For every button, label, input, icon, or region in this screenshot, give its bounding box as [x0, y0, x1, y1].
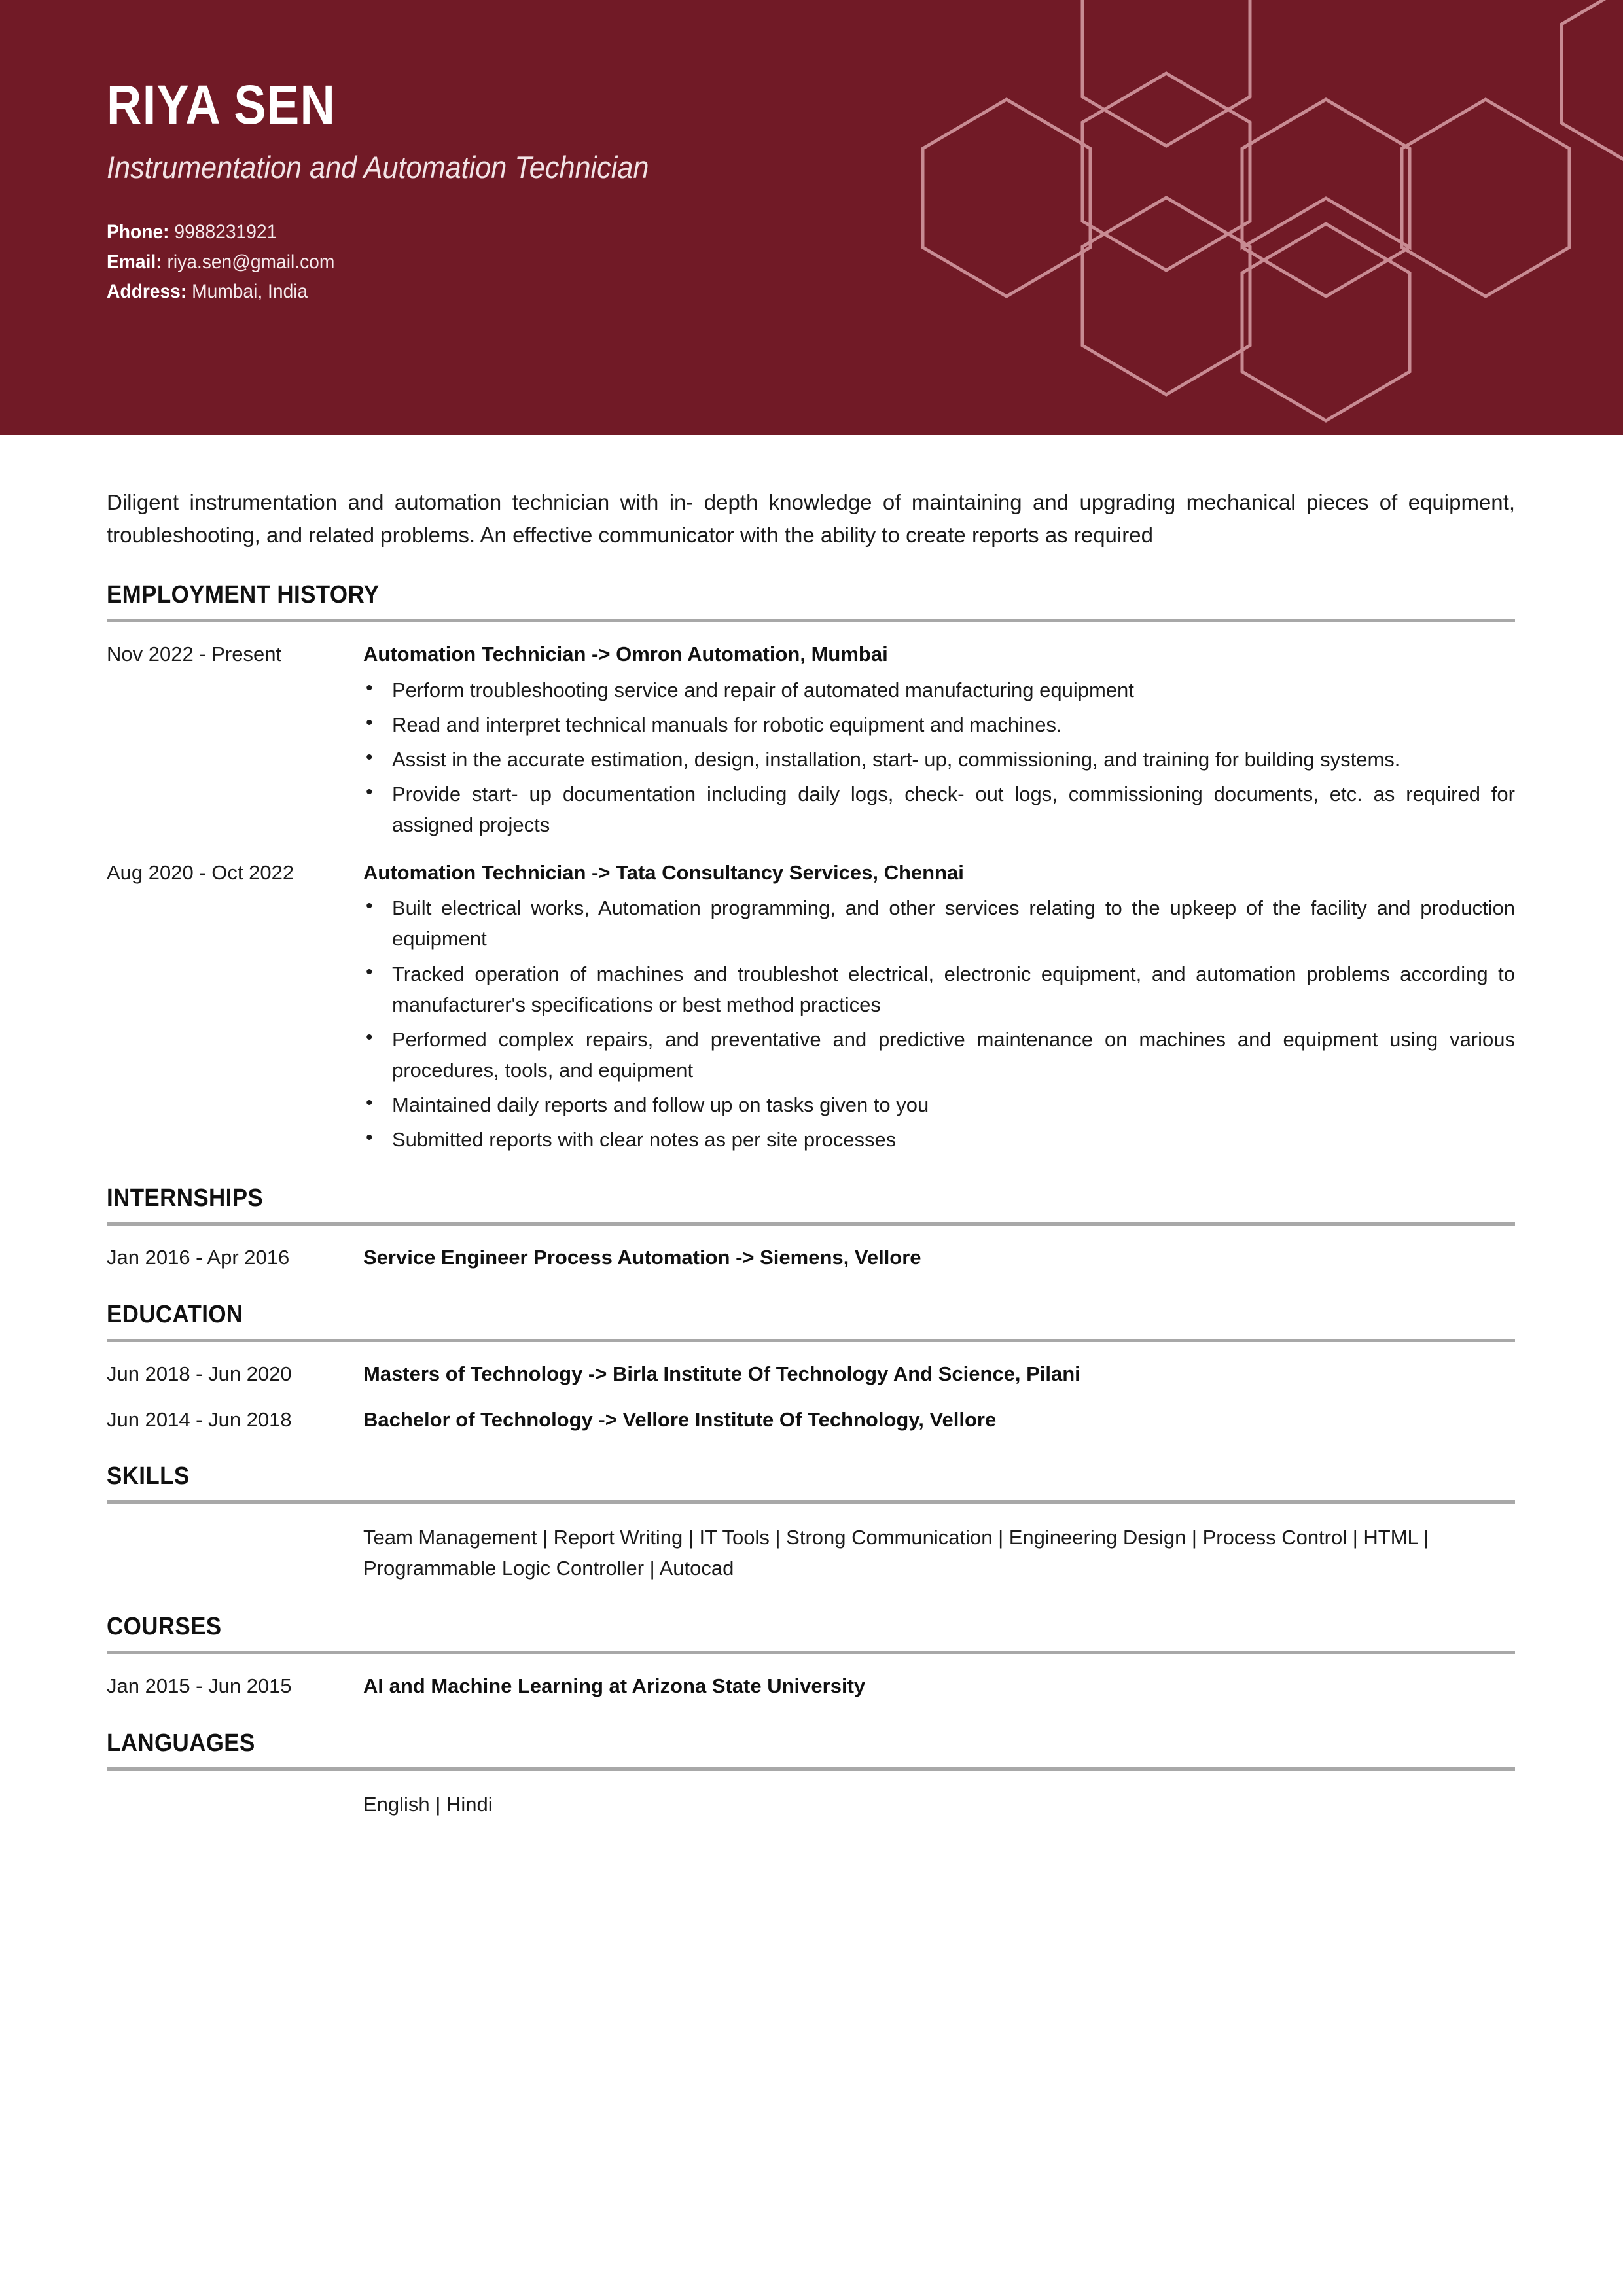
internship-entry [107, 1226, 1515, 1271]
entry-bullet-list [363, 892, 1515, 1155]
resume-body [0, 435, 1623, 2094]
employment-entry [107, 622, 1515, 840]
email-label: Email: [107, 251, 162, 273]
education-entry [107, 1342, 1515, 1388]
list-item: • Submitted reports with clear notes as per site processes [392, 1124, 1515, 1155]
page-title: RIYA SEN [107, 74, 336, 135]
employment-entry [107, 841, 1515, 1156]
entry-dates: Nov 2022 - Present [107, 643, 282, 666]
address-value: Mumbai, India [192, 281, 308, 303]
list-item: • Performed complex repairs, and preventative and predictive maintenance on machines and equipment using various procedures, tools, and equipment [392, 1024, 1515, 1089]
entry-heading: Automation Technician -> Tata Consultancy Services, Chennai [363, 860, 964, 884]
section-courses [107, 1583, 1515, 1700]
professional-summary: Diligent instrumentation and automation technician with in- depth knowledge of maintaining and upgrading mechanical pieces of equipment, troubleshooting, and related problems. An effective communicator with the ability to create reports as required [107, 490, 1515, 548]
section-title-courses: COURSES [107, 1613, 222, 1641]
section-title-education: EDUCATION [107, 1300, 243, 1328]
education-entry [107, 1388, 1515, 1434]
entry-dates: Aug 2020 - Oct 2022 [107, 860, 294, 884]
entry-heading: Service Engineer Process Automation -> Siemens, Vellore [363, 1246, 921, 1269]
list-item: • Tracked operation of machines and troubleshot electrical, electronic equipment, and automation problems according to manufacturer's specifications or best method practices [392, 959, 1515, 1024]
section-title-employment: EMPLOYMENT HISTORY [107, 581, 380, 609]
entry-bullet-list [363, 675, 1515, 841]
section-title-internships: INTERNSHIPS [107, 1184, 264, 1212]
list-item: • Built electrical works, Automation programming, and other services relating to the upkeep of the facility and production equipment [392, 892, 1515, 958]
skills-list: Team Management | Report Writing | IT Tools | Strong Communication | Engineering Design | Process Control | HTML | Programmable Logic Controller | Autocad [363, 1526, 1429, 1580]
section-skills [107, 1433, 1515, 1583]
entry-heading: AI and Machine Learning at Arizona State University [363, 1674, 866, 1698]
list-item: • Perform troubleshooting service and repair of automated manufacturing equipment [392, 675, 1515, 709]
section-education [107, 1271, 1515, 1434]
entry-dates: Jan 2015 - Jun 2015 [107, 1674, 292, 1698]
phone-label: Phone: [107, 221, 169, 243]
contact-row-phone [107, 217, 1532, 247]
email-value[interactable]: riya.sen@gmail.com [167, 251, 335, 273]
list-item: • Assist in the accurate estimation, design, installation, start- up, commissioning, and training for building systems. [392, 744, 1515, 779]
section-internships [107, 1155, 1515, 1271]
entry-dates: Jun 2014 - Jun 2018 [107, 1407, 292, 1431]
entry-dates: Jun 2018 - Jun 2020 [107, 1362, 292, 1385]
list-item: • Provide start- up documentation including daily logs, check- out logs, commissioning documents, etc. as required for assigned projects [392, 779, 1515, 840]
contact-row-address [107, 277, 1532, 307]
section-title-skills: SKILLS [107, 1462, 190, 1491]
bottom-whitespace [107, 1820, 1515, 2094]
contact-info-block [107, 185, 1532, 308]
list-item: • Read and interpret technical manuals for robotic equipment and machines. [392, 709, 1515, 744]
entry-heading: Bachelor of Technology -> Vellore Institute Of Technology, Vellore [363, 1407, 997, 1431]
phone-value[interactable]: 9988231921 [174, 221, 277, 243]
job-title-subtitle: Instrumentation and Automation Technician [107, 150, 649, 185]
section-languages [107, 1700, 1515, 1820]
entry-heading: Masters of Technology -> Birla Institute Of Technology And Science, Pilani [363, 1362, 1080, 1385]
address-label: Address: [107, 281, 187, 303]
list-item: • Maintained daily reports and follow up on tasks given to you [392, 1089, 1515, 1124]
entry-heading: Automation Technician -> Omron Automation, Mumbai [363, 643, 888, 666]
resume-header [0, 0, 1623, 435]
section-title-languages: LANGUAGES [107, 1729, 255, 1757]
languages-list: English | Hindi [363, 1792, 493, 1816]
contact-row-email [107, 247, 1532, 277]
course-entry [107, 1654, 1515, 1700]
entry-dates: Jan 2016 - Apr 2016 [107, 1246, 290, 1269]
section-employment-history [107, 552, 1515, 1155]
